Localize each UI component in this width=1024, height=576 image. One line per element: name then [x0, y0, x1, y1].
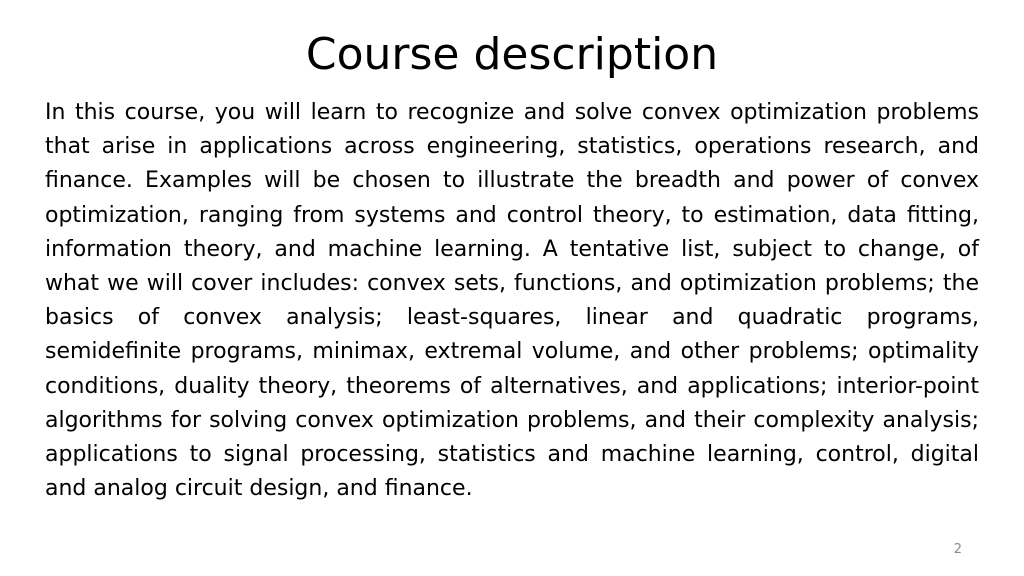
course-description-paragraph: In this course, you will learn to recognize and solve convex optimization problems that arise in applications across engineering, statistics, operations research, and finance. Examples will be chosen to illustrate the breadth and power of convex optimization, ranging from systems and control theory, to estimation, data fitting, information theory, and machine learning. A tentative list, subject to change, of what we will cover includes: convex sets, functions, and optimization problems; the basics of convex analysis; least-squares, linear and quadratic programs, semidefinite programs, minimax, extremal volume, and other problems; optimality conditions, duality theory, theorems of alternatives, and applications; interior-point algorithms for solving convex optimization problems, and their complexity analysis; applications to signal processing, statistics and machine learning, control, digital and analog circuit design, and finance. — [45, 100, 979, 502]
slide-number: 2 — [953, 542, 962, 557]
slide-title: Course description — [305, 29, 719, 80]
